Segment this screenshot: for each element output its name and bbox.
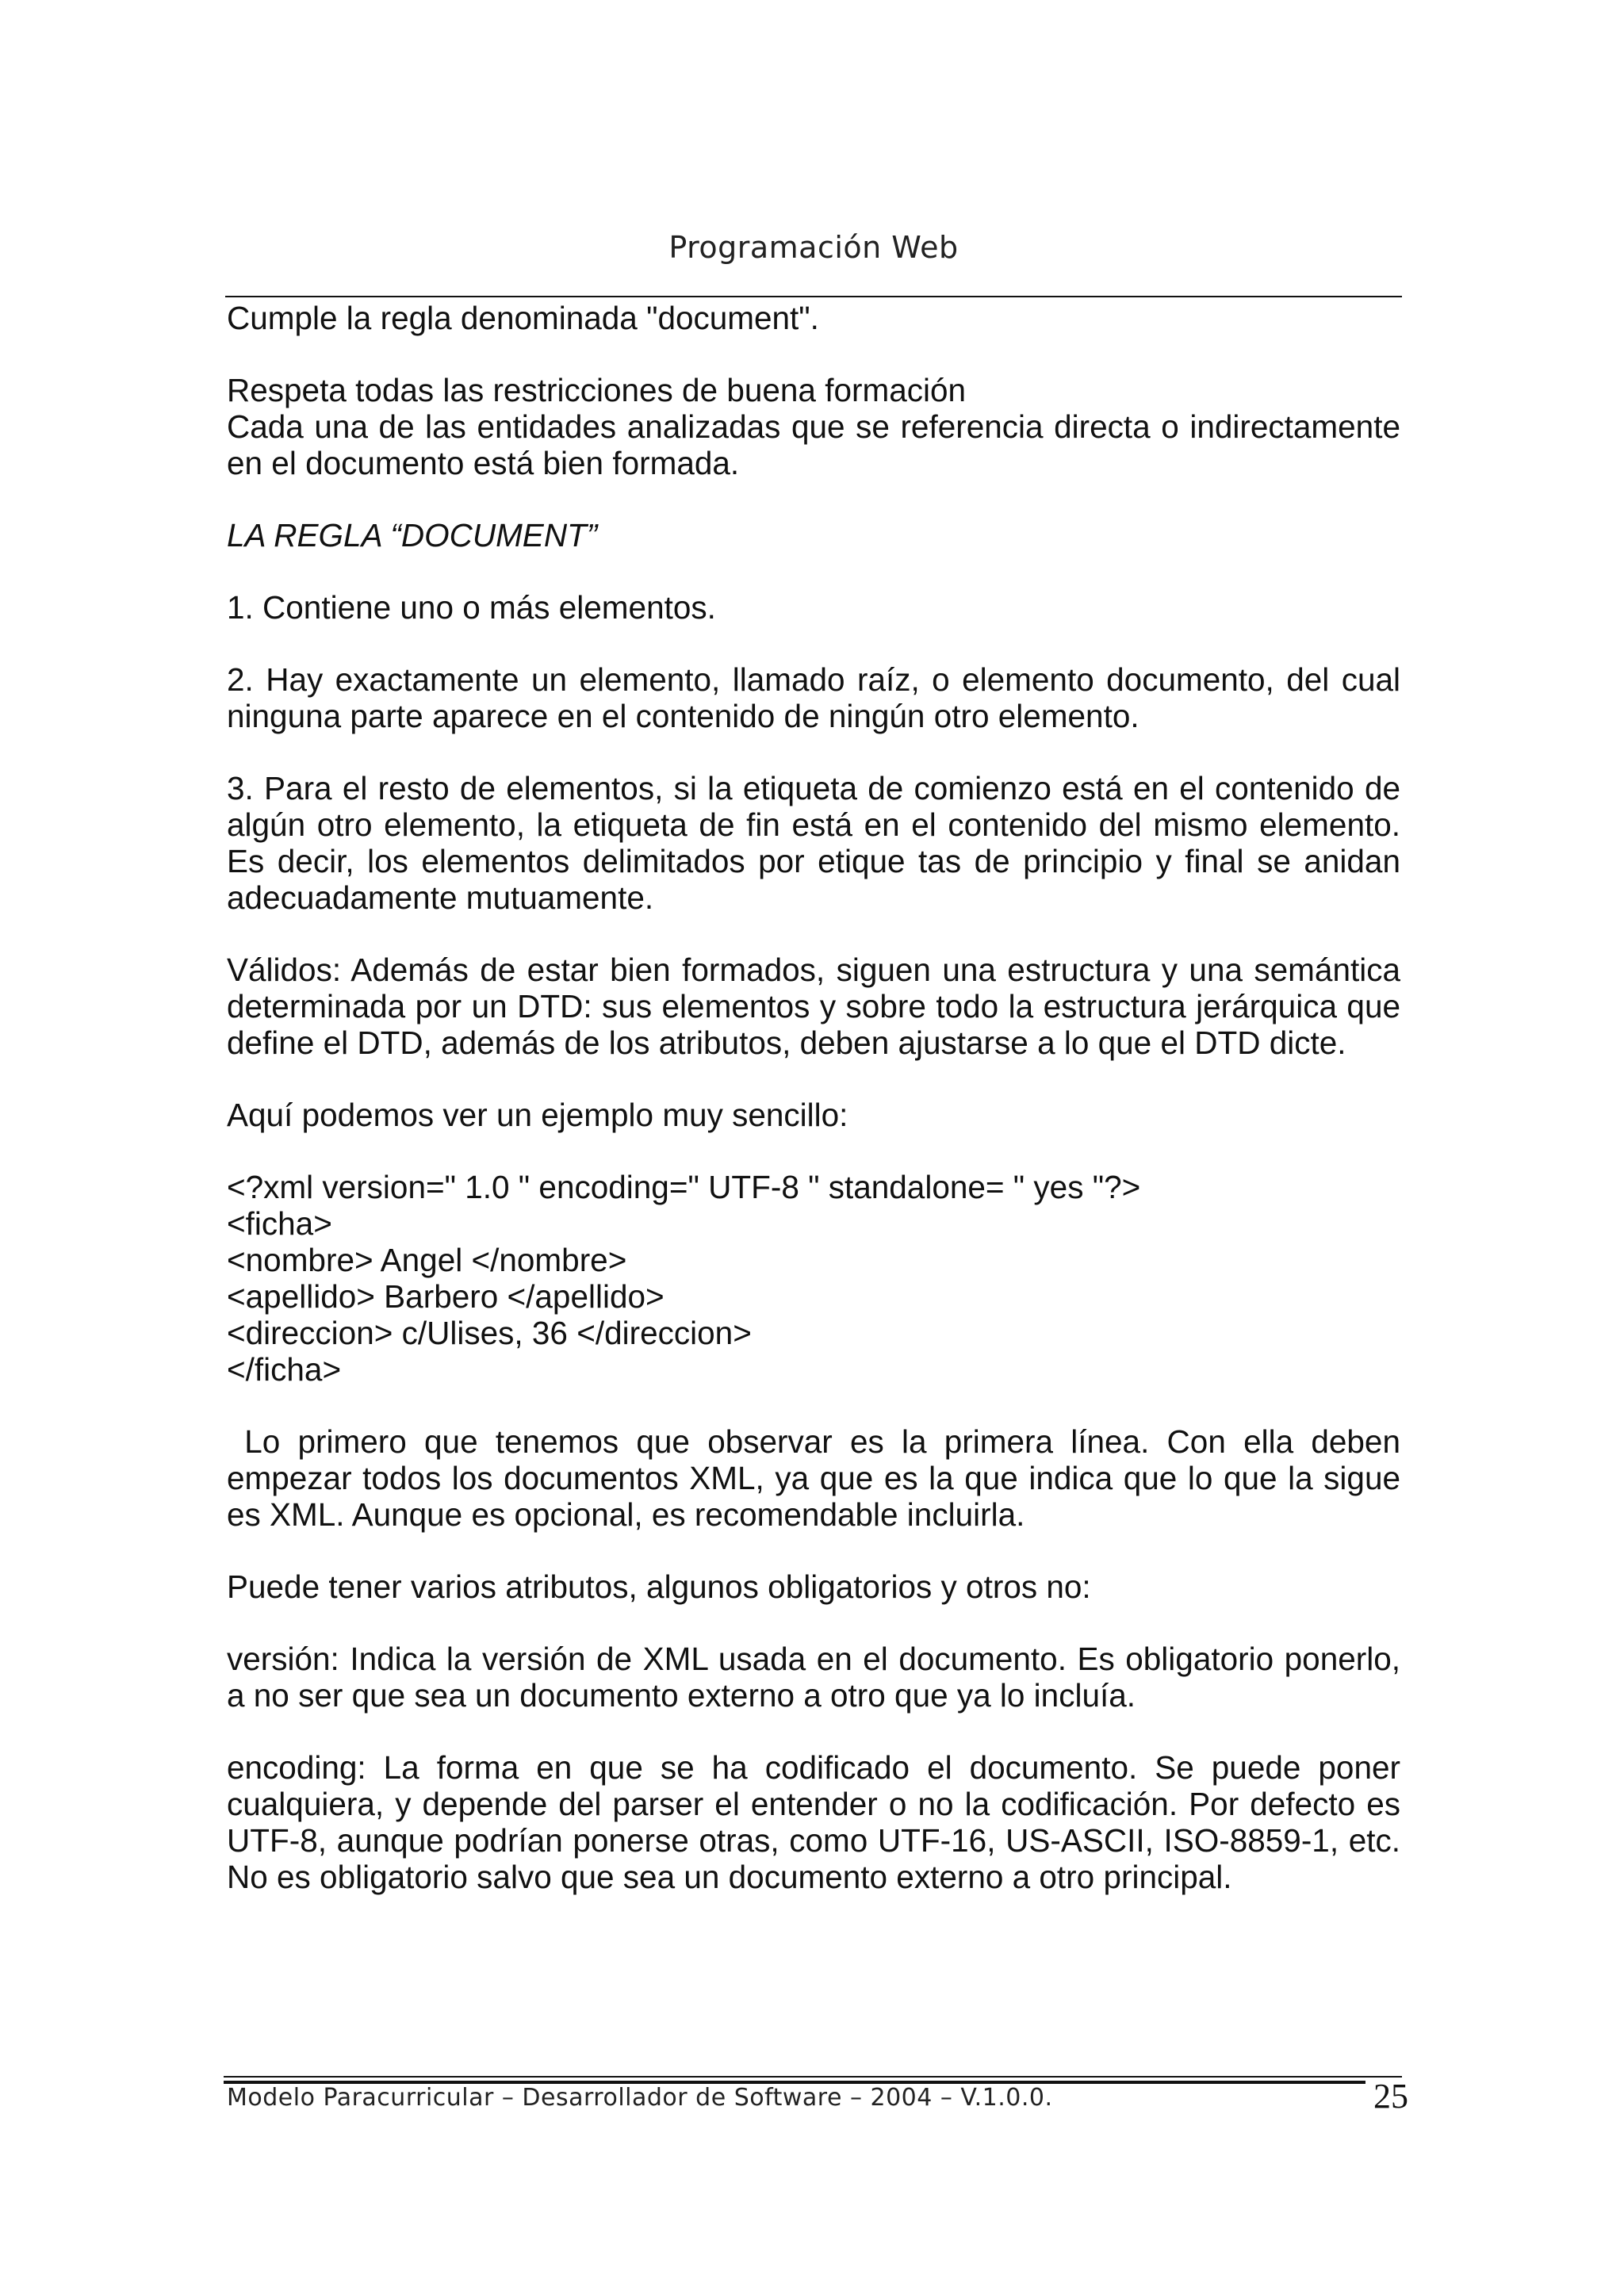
body-text: [227, 300, 1410, 1895]
paragraph-validos: Válidos: Además de estar bien formados, siguen una estructura y una semántica determinada por un DTD: sus elementos y sobre todo la estructura jerárquica que define el DTD, además de los atributos, deben ajustarse a lo que el DTD dicte.: [227, 952, 1400, 1061]
paragraph-version: versión: Indica la versión de XML usada en el documento. Es obligatorio ponerlo, a no ser que sea un documento externo a otro que ya lo incluía.: [227, 1641, 1400, 1714]
list-item-3: 3. Para el resto de elementos, si la etiqueta de comienzo está en el contenido de algún otro elemento, la etiqueta de fin está en el contenido del mismo elemento. Es decir, los elementos delimitados por etique tas de principio y final se anidan adecuadamente mutuamente.: [227, 770, 1400, 916]
paragraph-entidades: Cada una de las entidades analizadas que se referencia directa o indirectamente en el documento está bien formada.: [227, 408, 1400, 481]
paragraph-buena-formacion: Respeta todas las restricciones de buena formación: [227, 372, 967, 408]
paragraph-document-rule: Cumple la regla denominada "document".: [227, 300, 819, 336]
page-number: 25: [1373, 2077, 1408, 2116]
code-line: <nombre> Angel </nombre>: [227, 1242, 627, 1278]
footer-rule: [224, 2076, 1402, 2078]
xml-example: [227, 1169, 1400, 1388]
code-line: <direccion> c/Ulises, 36 </direccion>: [227, 1315, 752, 1351]
paragraph-ejemplo-intro: Aquí podemos ver un ejemplo muy sencillo:: [227, 1097, 848, 1133]
paragraph-encoding: encoding: La forma en que se ha codificado el documento. Se puede poner cualquiera, y depende del parser el entender o no la codificación. Por defecto es UTF-8, aunque podrían ponerse otras, como UTF-16, US-ASCII, ISO-8859-1, etc. No es obligatorio salvo que sea un documento externo a otro principal.: [227, 1749, 1400, 1895]
list-item-1: 1. Contiene uno o más elementos.: [227, 589, 716, 626]
section-heading: LA REGLA “DOCUMENT”: [227, 517, 598, 553]
footer-text: Modelo Paracurricular – Desarrollador de Software – 2004 – V.1.0.0.: [227, 2084, 1053, 2112]
code-line: <ficha>: [227, 1205, 332, 1242]
code-line: </ficha>: [227, 1351, 342, 1388]
code-line: <?xml version=" 1.0 " encoding=" UTF-8 " standalone= " yes "?>: [227, 1169, 1141, 1205]
code-line: <apellido> Barbero </apellido>: [227, 1278, 665, 1315]
header-rule: [225, 296, 1402, 297]
list-item-2: 2. Hay exactamente un elemento, llamado raíz, o elemento documento, del cual ninguna parte aparece en el contenido de ningún otro elemento.: [227, 661, 1400, 734]
paragraph-atributos: Puede tener varios atributos, algunos obligatorios y otros no:: [227, 1568, 1091, 1605]
paragraph-primera-linea: Lo primero que tenemos que observar es la primera línea. Con ella deben empezar todos los documentos XML, ya que es la que indica que lo que la sigue es XML. Aunque es opcional, es recomendable incluirla.: [227, 1423, 1410, 1533]
running-header: Programación Web: [668, 230, 959, 265]
